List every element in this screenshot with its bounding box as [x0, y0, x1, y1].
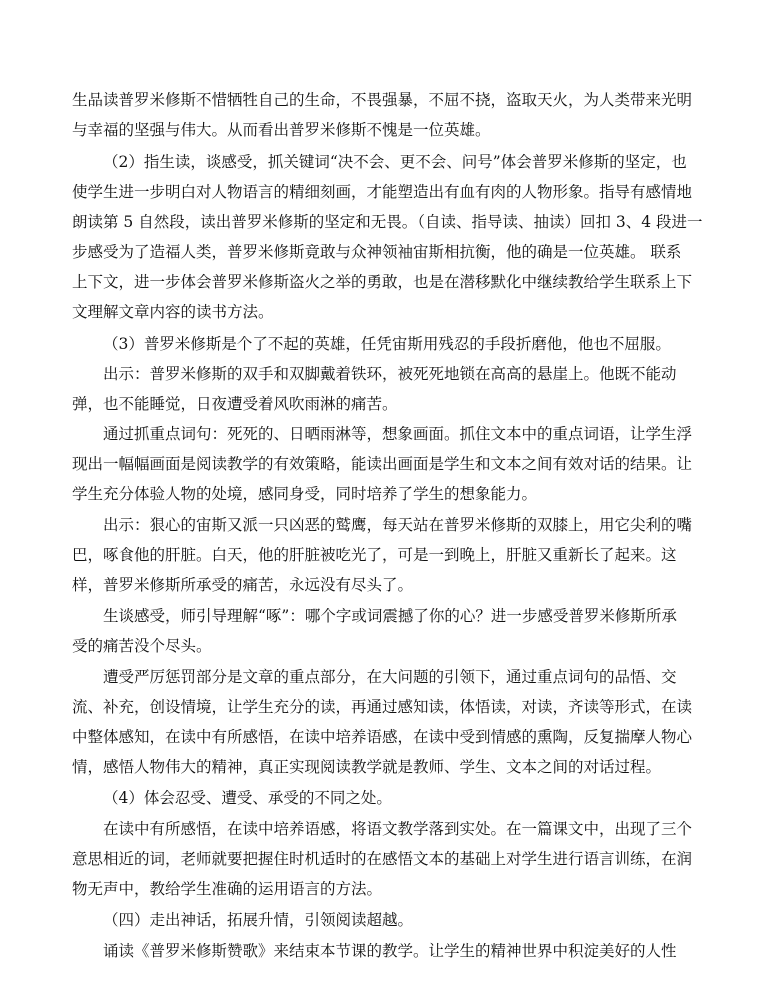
text-line-27: 物无声中，教给学生准确的运用语言的方法。 [72, 880, 383, 898]
text-line-22: 中整体感知，在读中有所感悟，在读中培养语感，在读中受到情感的熏陶，反复揣摩人物心 [72, 728, 693, 746]
text-line-14: 学生充分体验人物的处境，感同身受，同时培养了学生的想象能力。 [72, 485, 538, 503]
text-line-7: 上下文，进一步体会普罗米修斯盗火之举的勇敢，也是在潜移默化中继续教给学生联系上下 [72, 273, 693, 291]
text-line-8: 文理解文章内容的读书方法。 [72, 303, 274, 321]
text-line-17: 样，普罗米修斯所承受的痛苦，永远没有尽头了。 [72, 576, 414, 594]
text-line-24: （4）体会忍受、遭受、承受的不同之处。 [103, 789, 392, 807]
text-line-1: 生品读普罗米修斯不惜牺牲自己的生命，不畏强暴，不屈不挠，盗取天火，为人类带来光明 [72, 91, 693, 109]
text-line-3: （2）指生读，谈感受，抓关键词“决不会、更不会、问号”体会普罗米修斯的坚定，也 [103, 153, 687, 171]
text-line-13: 现出一幅幅画面是阅读教学的有效策略，能读出画面是学生和文本之间有效对话的结果。让 [72, 455, 693, 473]
text-line-19: 受的痛苦没个尽头。 [72, 637, 212, 655]
text-line-20: 遭受严厉惩罚部分是文章的重点部分，在大问题的引领下，通过重点词句的品悟、交 [103, 668, 677, 686]
text-line-15: 出示：狠心的宙斯又派一只凶恶的鹫鹰，每天站在普罗米修斯的双膝上，用它尖利的嘴 [103, 516, 693, 534]
text-line-6: 步感受为了造福人类，普罗米修斯竟敢与众神领袖宙斯相抗衡，他的确是一位英雄。 联系 [72, 243, 682, 261]
text-line-26: 意思相近的词，老师就要把握住时机适时的在感悟文本的基础上对学生进行语言训练，在润 [72, 850, 693, 868]
text-line-21: 流、补充，创设情境，让学生充分的读，再通过感知读，体悟读，对读，齐读等形式，在读 [72, 698, 693, 716]
text-line-29: 诵读《普罗米修斯赞歌》来结束本节课的教学。让学生的精神世界中积淀美好的人性 [103, 942, 677, 960]
text-line-18: 生谈感受，师引导理解“啄”：哪个字或词震撼了你的心？进一步感受普罗米修斯所承 [103, 607, 677, 625]
text-line-16: 巴，啄食他的肝脏。白天，他的肝脏被吃光了，可是一到晚上，肝脏又重新长了起来。这 [72, 546, 677, 564]
text-line-28: （四）走出神话，拓展升情，引领阅读超越。 [103, 911, 414, 929]
text-line-9: （3）普罗米修斯是个了不起的英雄，任凭宙斯用残忍的手段折磨他，他也不屈服。 [103, 335, 671, 353]
text-line-11: 弹，也不能睡觉，日夜遭受着风吹雨淋的痛苦。 [72, 395, 398, 413]
text-line-12: 通过抓重点词句：死死的、日晒雨淋等，想象画面。抓住文本中的重点词语，让学生浮 [103, 425, 693, 443]
text-line-25: 在读中有所感悟，在读中培养语感，将语文教学落到实处。在一篇课文中，出现了三个 [103, 820, 693, 838]
text-line-4: 使学生进一步明白对人物语言的精细刻画，才能塑造出有血有肉的人物形象。指导有感情地 [72, 183, 693, 201]
text-line-5: 朗读第 5 自然段，读出普罗米修斯的坚定和无畏。（自读、指导读、抽读）回扣 3、4 段进一 [72, 213, 703, 231]
text-line-10: 出示：普罗米修斯的双手和双脚戴着铁环，被死死地锁在高高的悬崖上。他既不能动 [103, 365, 677, 383]
text-line-23: 情，感悟人物伟大的精神，真正实现阅读教学就是教师、学生、文本之间的对话过程。 [72, 758, 662, 776]
text-line-2: 与幸福的坚强与伟大。从而看出普罗米修斯不愧是一位英雄。 [72, 121, 491, 139]
